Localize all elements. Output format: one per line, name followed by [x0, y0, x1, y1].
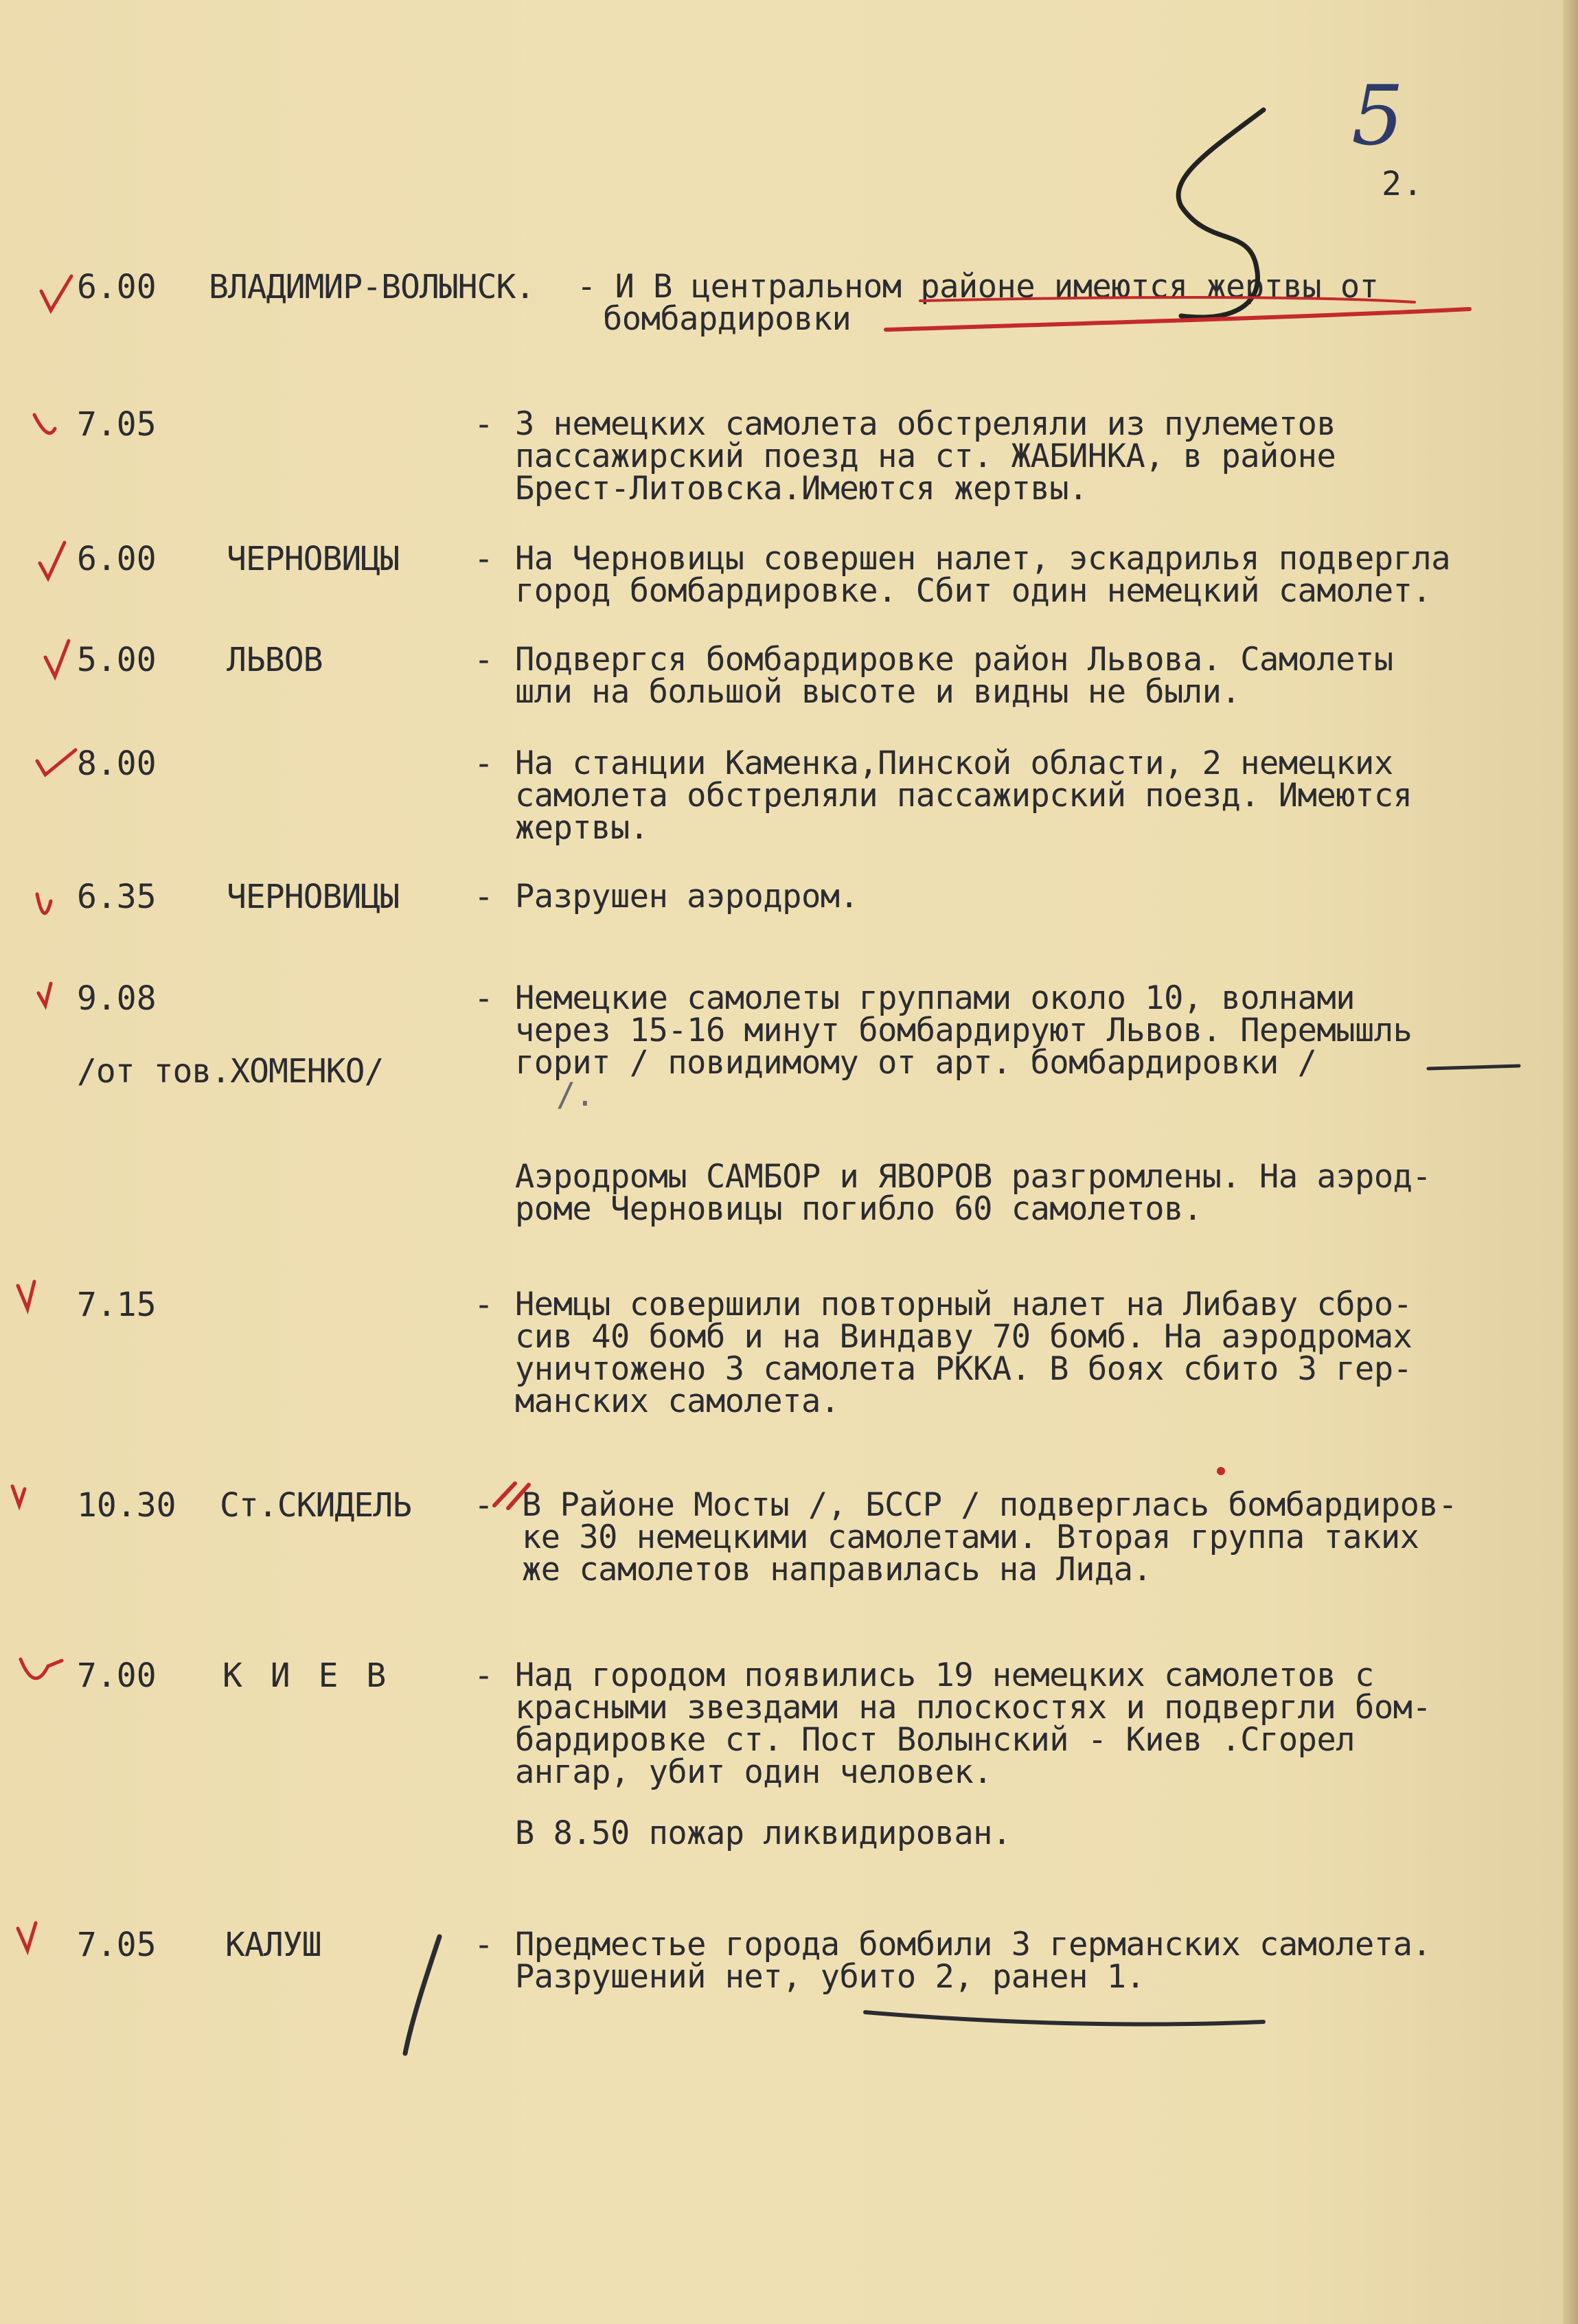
text-line: Аэродромы САМБОР и ЯВОРОВ разгромлены. На аэрод-	[515, 1158, 1432, 1196]
text-line: Разрушений нет, убито 2, ранен 1.	[515, 1958, 1145, 1996]
entry-place: Ст.СКИДЕЛЬ	[220, 1486, 411, 1525]
entry-time: 8.00	[77, 744, 157, 783]
pencil-underline	[865, 2012, 1263, 2024]
entry-paragraph-2	[515, 1158, 1518, 1228]
red-checkmark-icon	[27, 408, 82, 463]
red-checkmark-icon	[27, 982, 82, 1037]
text-line: бардировке ст. Пост Волынский - Киев .Сгорел	[515, 1721, 1356, 1759]
entry-time: 9.08	[77, 979, 157, 1018]
text-line: манских самолета.	[515, 1382, 840, 1420]
text-line: же самолетов направилась на Лида.	[522, 1551, 1152, 1588]
entry-place: ВЛАДИМИР-ВОЛЫНСК.	[209, 268, 535, 306]
text-line: - И В центральном районе имеются жертвы от	[577, 268, 1379, 306]
text-line: Над городом появились 19 немецких самолетов с	[515, 1656, 1374, 1694]
text-line: Немецкие самолеты группами около 10, волнами	[515, 979, 1356, 1017]
text-line: На станции Каменка,Пинской области, 2 немецких	[515, 744, 1393, 782]
page-number: 2.	[1382, 165, 1424, 203]
entry-dash: -	[474, 878, 494, 916]
text-line: город бомбардировке. Сбит один немецкий самолет.	[515, 572, 1432, 610]
entry-dash: -	[474, 641, 494, 679]
text-line: Подвергся бомбардировке район Львова. Самолеты	[515, 641, 1393, 679]
entry-place: ЧЕРНОВИЦЫ	[227, 878, 400, 916]
entry-text	[515, 1286, 1518, 1420]
entry-time: 5.00	[77, 641, 157, 679]
red-checkmark-icon	[27, 1659, 82, 1714]
entry-dash: -	[474, 1926, 494, 1964]
text-line: ке 30 немецкими самолетами. Вторая группа таких	[522, 1518, 1419, 1556]
red-dot	[1217, 1467, 1225, 1475]
red-checkmark-icon	[27, 271, 82, 326]
text-line: Брест-Литовска.Имеются жертвы.	[515, 470, 1088, 508]
entry-text	[515, 540, 1518, 610]
entry-time: 6.00	[77, 268, 157, 306]
entry-place: ЛЬВОВ	[227, 641, 323, 679]
entry-time: 10.30	[77, 1486, 176, 1525]
red-checkmark-icon	[27, 880, 82, 935]
entry-time: 6.35	[77, 878, 157, 916]
text-line: Разрушен аэродром.	[515, 878, 859, 915]
entry-dash: -	[474, 540, 494, 578]
entry-dash: -	[474, 744, 494, 783]
text-line: В Районе Мосты /, БССР / подверглась бомбардиров-	[522, 1486, 1458, 1524]
text-line: /.	[556, 1076, 595, 1114]
pencil-vertical-line	[405, 1937, 439, 2053]
text-line: красными звездами на плоскостях и подвергли бом-	[515, 1689, 1432, 1727]
text-line: жертвы.	[515, 809, 649, 847]
red-checkmark-icon	[27, 1288, 82, 1343]
entry-text	[515, 880, 1518, 913]
text-line: ангар, убит один человек.	[515, 1753, 992, 1791]
entry-dash: -	[474, 405, 494, 444]
red-checkmark-icon	[27, 1928, 82, 1983]
text-line: шли на большой высоте и видны не были.	[515, 673, 1241, 711]
text-line: В 8.50 пожар ликвидирован.	[515, 1814, 1011, 1852]
text-line: бомбардировки	[603, 300, 851, 338]
text-line: Немцы совершили повторный налет на Либаву сбро-	[515, 1286, 1413, 1323]
entry-paragraph-2	[515, 1814, 1518, 1852]
entry-text	[522, 1486, 1524, 1588]
entry-text	[515, 1656, 1518, 1852]
red-checkmark-icon	[27, 543, 82, 597]
entry-text	[515, 641, 1518, 711]
red-checkmark-icon	[27, 643, 82, 698]
text-line: через 15-16 минут бомбардируют Львов. Перемышль	[515, 1012, 1413, 1049]
entry-place: К И Е В	[222, 1656, 391, 1695]
entry-place: ЧЕРНОВИЦЫ	[227, 540, 400, 578]
entry-time: 7.05	[77, 1926, 157, 1964]
handwritten-annotation-text: 5	[1351, 69, 1404, 164]
red-checkmark-icon	[27, 747, 82, 802]
entry-time: 6.00	[77, 540, 157, 578]
entry-source: /от тов.ХОМЕНКО/	[77, 1052, 384, 1091]
entry-time: 7.05	[77, 405, 157, 444]
entry-text	[515, 744, 1518, 847]
entry-dash: -	[474, 1286, 494, 1324]
text-line: уничтожено 3 самолета РККА. В боях сбито 3 гер-	[515, 1350, 1413, 1388]
entry-dash: -	[474, 979, 494, 1018]
entry-place: КАЛУШ	[225, 1926, 321, 1964]
text-line: 3 немецких самолета обстреляли из пулеметов	[515, 405, 1336, 443]
entry-dash: -	[474, 1486, 494, 1525]
text-line: самолета обстреляли пассажирский поезд. Имеются	[515, 777, 1413, 814]
text-line: Предместье города бомбили 3 германских самолета.	[515, 1926, 1432, 1963]
entry-text	[515, 1926, 1518, 1996]
paper-edge	[1563, 0, 1578, 2324]
entry-text	[515, 405, 1518, 508]
text-line: пассажирский поезд на ст. ЖАБИНКА, в районе	[515, 437, 1336, 475]
entry-text	[515, 979, 1518, 1228]
text-line: На Черновицы совершен налет, эскадрилья подвергла	[515, 540, 1451, 578]
entry-text	[563, 268, 1566, 338]
text-line: сив 40 бомб и на Виндаву 70 бомб. На аэродромах	[515, 1318, 1413, 1356]
entry-time: 7.15	[77, 1286, 157, 1324]
text-line: роме Черновицы погибло 60 самолетов.	[515, 1190, 1202, 1228]
text-line: горит / повидимому от арт. бомбардировки /	[515, 1044, 1317, 1082]
entry-time: 7.00	[77, 1656, 157, 1695]
red-checkmark-icon	[27, 1489, 82, 1544]
entry-dash: -	[474, 1656, 494, 1695]
